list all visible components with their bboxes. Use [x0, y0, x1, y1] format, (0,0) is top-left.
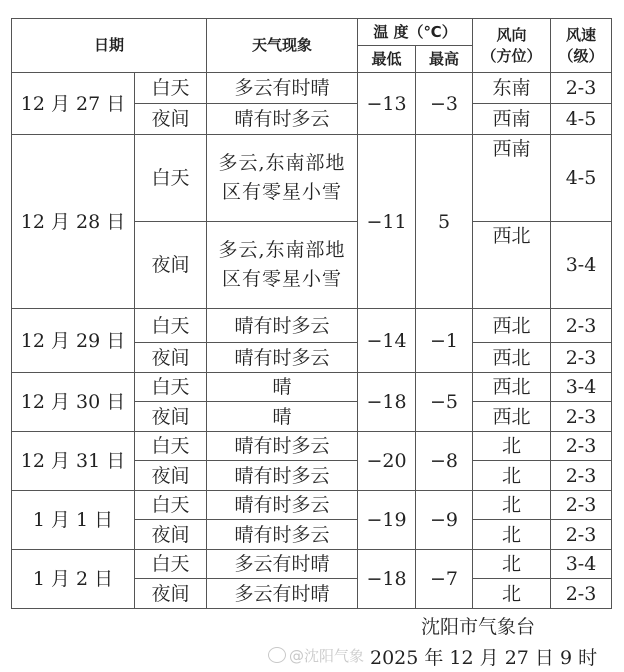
period-cell: 白天 — [135, 309, 207, 343]
period-cell: 白天 — [135, 73, 207, 104]
wind-speed-cell: 2-3 — [551, 579, 612, 609]
weather-cell: 多云,东南部地区有零星小雪 — [207, 135, 358, 222]
temp-high-cell: −5 — [416, 373, 473, 432]
date-cell: 12 月 28 日 — [12, 135, 135, 309]
wind-speed-cell: 3-4 — [551, 550, 612, 579]
wind-speed-cell: 3-4 — [551, 222, 612, 309]
temp-high-cell: −8 — [416, 432, 473, 491]
temp-low-cell: −14 — [358, 309, 416, 373]
temp-low-cell: −18 — [358, 550, 416, 609]
header-low: 最低 — [358, 46, 416, 73]
header-weather: 天气现象 — [207, 19, 358, 73]
wind-speed-cell: 2-3 — [551, 432, 612, 461]
wind-speed-cell: 2-3 — [551, 402, 612, 432]
temp-high-cell: −7 — [416, 550, 473, 609]
weather-cell: 晴 — [207, 373, 358, 402]
wind-direction-cell: 西南 — [473, 104, 551, 135]
weather-cell: 多云,东南部地区有零星小雪 — [207, 222, 358, 309]
header-temperature: 温 度（℃） — [358, 19, 473, 46]
period-cell: 夜间 — [135, 104, 207, 135]
table-row — [12, 309, 612, 343]
wind-direction-cell: 北 — [473, 520, 551, 550]
watermark-text: @沈阳气象 — [289, 647, 365, 665]
issuing-organization: 沈阳市气象台 — [421, 616, 536, 638]
weather-cell: 多云有时晴 — [207, 579, 358, 609]
header-high: 最高 — [416, 46, 473, 73]
period-cell: 夜间 — [135, 222, 207, 309]
table-row — [12, 373, 612, 402]
temp-high-cell: 5 — [416, 135, 473, 309]
date-cell: 12 月 30 日 — [12, 373, 135, 432]
weather-cell: 晴有时多云 — [207, 461, 358, 491]
temp-high-cell: −1 — [416, 309, 473, 373]
period-cell: 夜间 — [135, 579, 207, 609]
wind-direction-cell: 北 — [473, 432, 551, 461]
weibo-icon — [268, 647, 286, 663]
date-cell: 12 月 31 日 — [12, 432, 135, 491]
period-cell: 白天 — [135, 373, 207, 402]
header-date: 日期 — [12, 19, 207, 73]
weather-cell: 晴有时多云 — [207, 104, 358, 135]
period-cell: 夜间 — [135, 343, 207, 373]
wind-speed-cell: 3-4 — [551, 373, 612, 402]
wind-speed-cell: 2-3 — [551, 491, 612, 520]
header-row — [12, 19, 612, 46]
watermark — [268, 645, 364, 666]
wind-direction-cell: 西北 — [473, 309, 551, 343]
wind-direction-cell: 北 — [473, 461, 551, 491]
wind-direction-cell: 北 — [473, 491, 551, 520]
wind-direction-cell: 西北 — [473, 222, 551, 309]
weather-cell: 晴有时多云 — [207, 520, 358, 550]
wind-direction-cell: 北 — [473, 579, 551, 609]
temp-low-cell: −19 — [358, 491, 416, 550]
period-cell: 夜间 — [135, 402, 207, 432]
wind-direction-cell: 东南 — [473, 73, 551, 104]
temp-high-cell: −9 — [416, 491, 473, 550]
weather-cell: 多云有时晴 — [207, 73, 358, 104]
period-cell: 白天 — [135, 550, 207, 579]
wind-speed-cell: 2-3 — [551, 343, 612, 373]
wind-speed-cell: 2-3 — [551, 520, 612, 550]
forecast-table — [11, 18, 612, 609]
weather-cell: 多云有时晴 — [207, 550, 358, 579]
wind-direction-cell: 西北 — [473, 343, 551, 373]
header-wind-direction: 风向 （方位） — [473, 19, 551, 73]
weather-cell: 晴有时多云 — [207, 343, 358, 373]
wind-speed-cell: 2-3 — [551, 73, 612, 104]
table-row — [12, 73, 612, 104]
wind-direction-cell: 西北 — [473, 402, 551, 432]
wind-direction-cell: 西南 — [473, 135, 551, 222]
weather-cell: 晴 — [207, 402, 358, 432]
period-cell: 白天 — [135, 135, 207, 222]
temp-low-cell: −13 — [358, 73, 416, 135]
table-row — [12, 432, 612, 461]
wind-speed-cell: 2-3 — [551, 461, 612, 491]
temp-high-cell: −3 — [416, 73, 473, 135]
period-cell: 白天 — [135, 491, 207, 520]
date-cell: 12 月 29 日 — [12, 309, 135, 373]
weather-cell: 晴有时多云 — [207, 309, 358, 343]
wind-speed-cell: 4-5 — [551, 135, 612, 222]
temp-low-cell: −11 — [358, 135, 416, 309]
temp-low-cell: −18 — [358, 373, 416, 432]
period-cell: 白天 — [135, 432, 207, 461]
weather-cell: 晴有时多云 — [207, 491, 358, 520]
table-row — [12, 135, 612, 222]
date-cell: 1 月 1 日 — [12, 491, 135, 550]
table-row — [12, 491, 612, 520]
temp-low-cell: −20 — [358, 432, 416, 491]
issue-time: 2025 年 12 月 27 日 9 时 — [370, 647, 598, 669]
wind-speed-cell: 4-5 — [551, 104, 612, 135]
period-cell: 夜间 — [135, 520, 207, 550]
weather-cell: 晴有时多云 — [207, 432, 358, 461]
wind-direction-cell: 北 — [473, 550, 551, 579]
header-wind-speed: 风速 （级） — [551, 19, 612, 73]
period-cell: 夜间 — [135, 461, 207, 491]
table-row — [12, 550, 612, 579]
date-cell: 1 月 2 日 — [12, 550, 135, 609]
wind-direction-cell: 西北 — [473, 373, 551, 402]
date-cell: 12 月 27 日 — [12, 73, 135, 135]
wind-speed-cell: 2-3 — [551, 309, 612, 343]
